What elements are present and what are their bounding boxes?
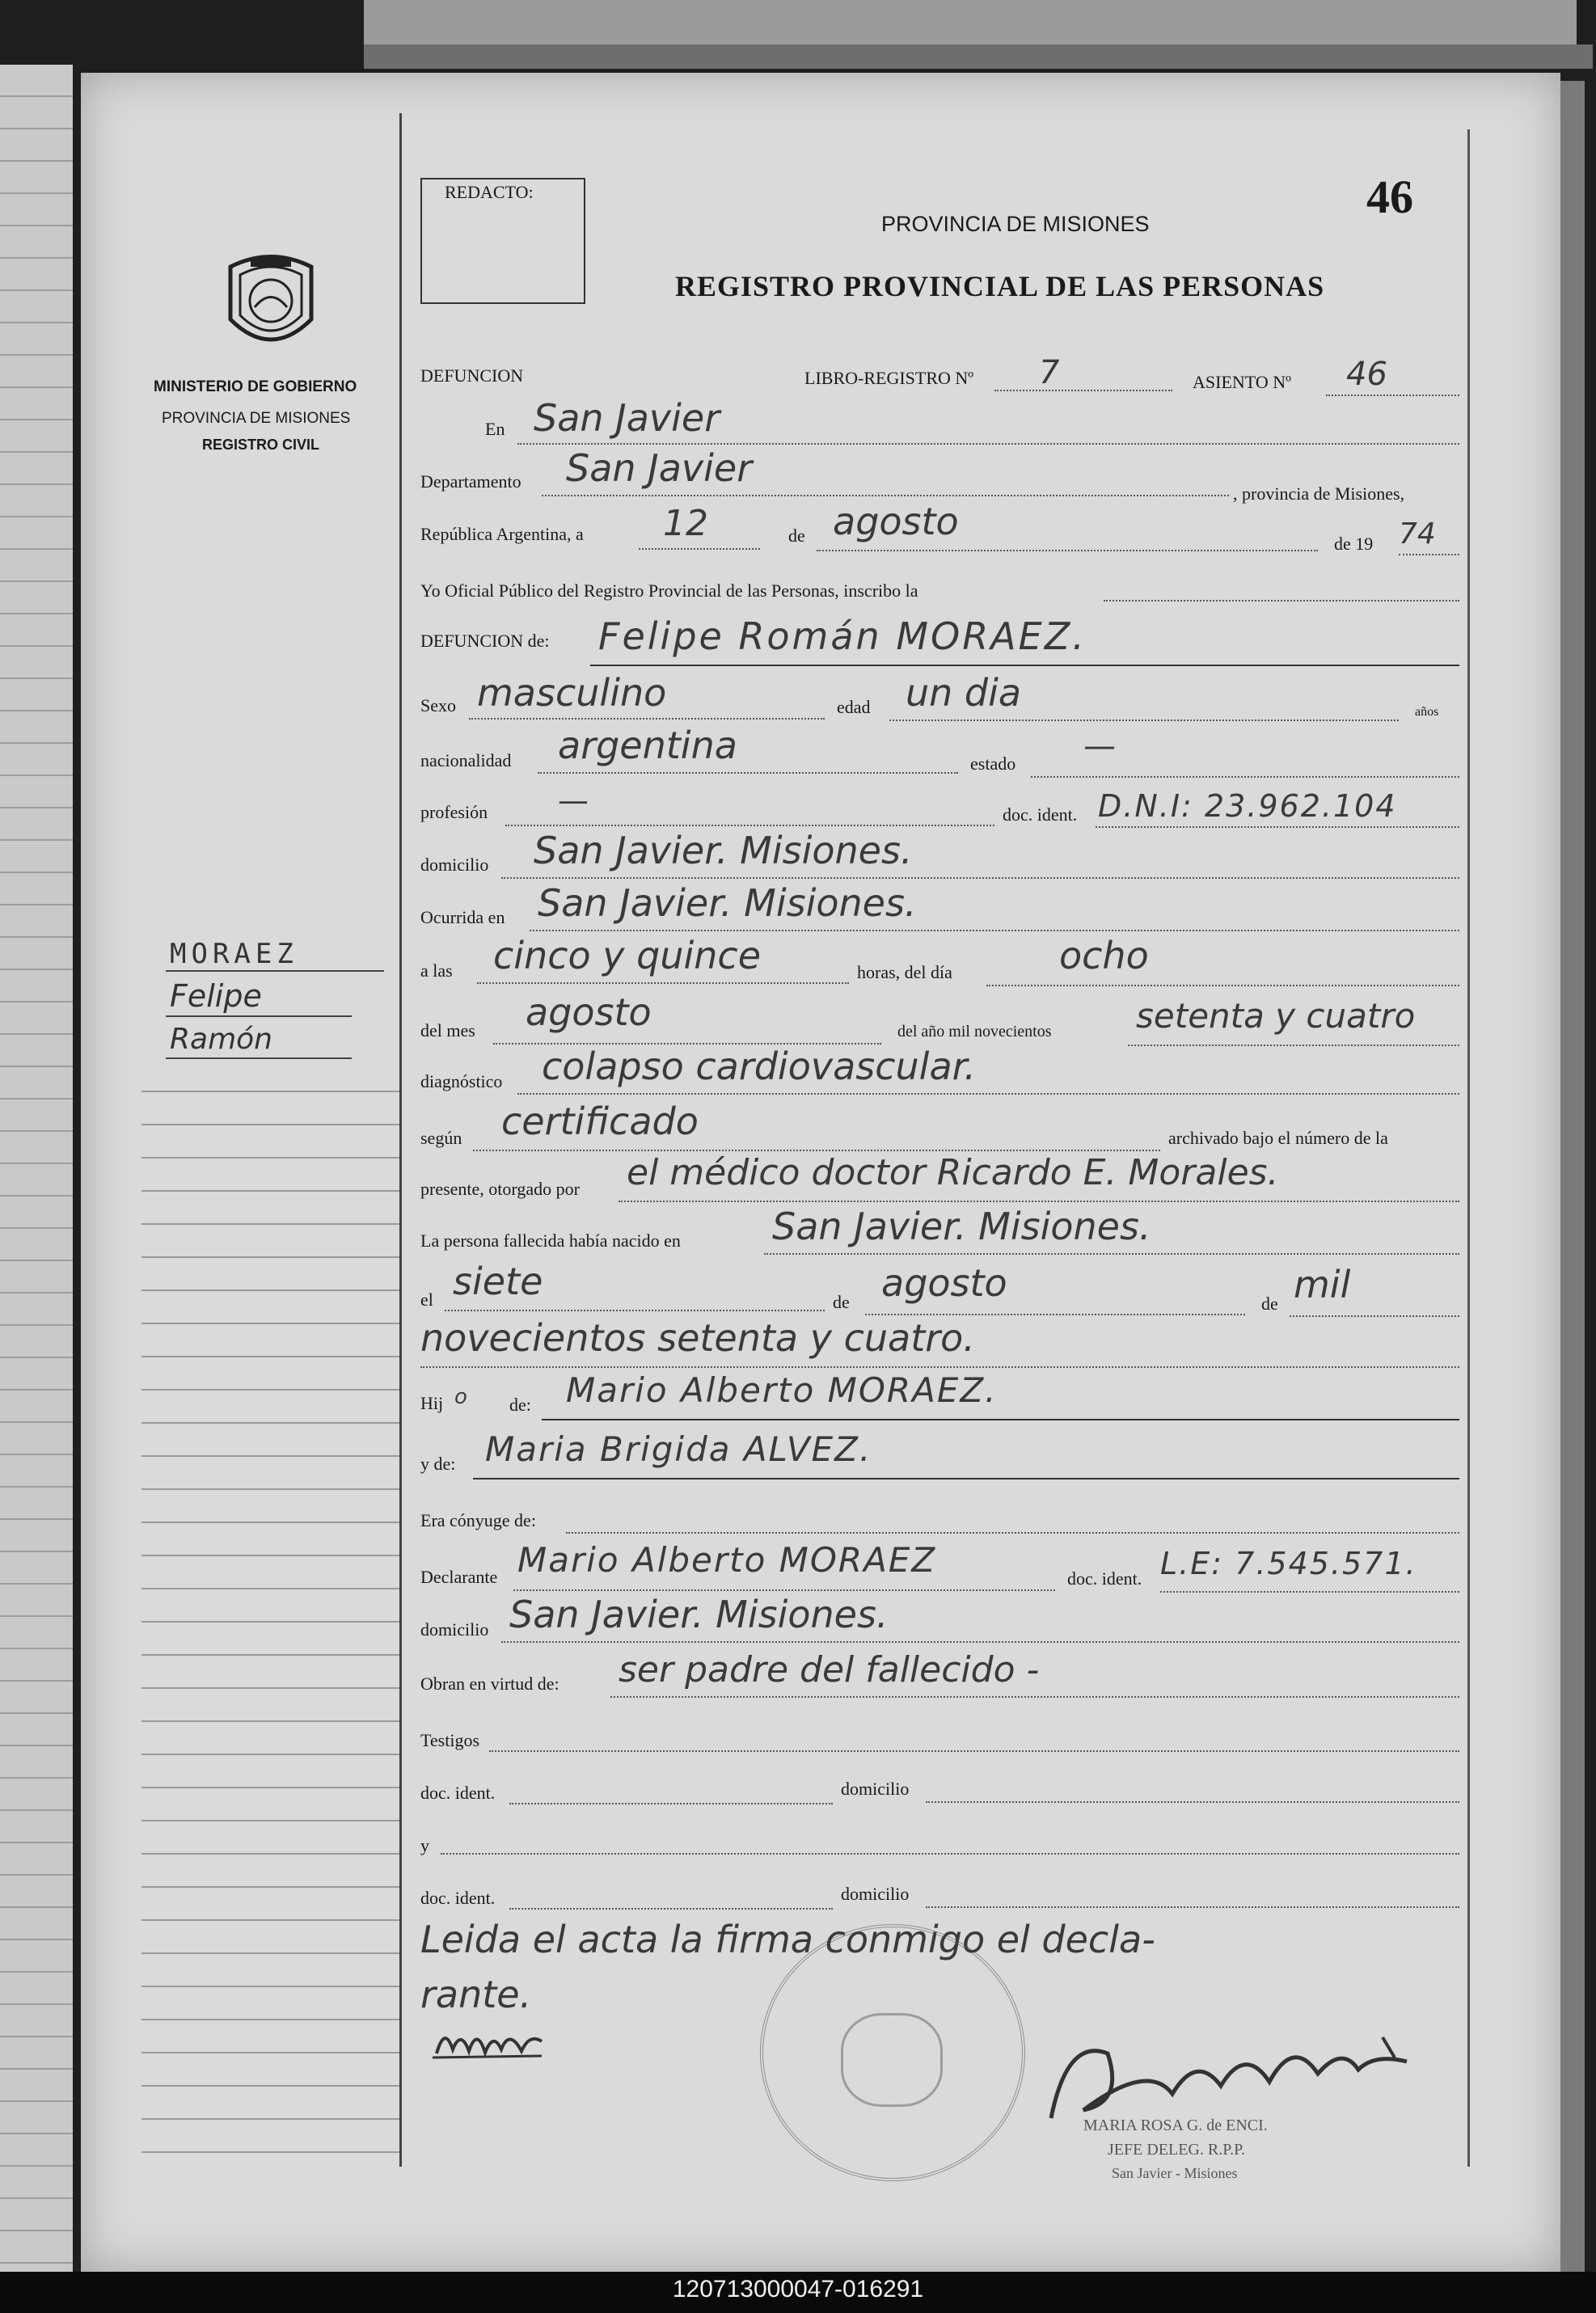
de-label: de xyxy=(788,525,805,546)
del-mes-label: del mes xyxy=(420,1020,475,1040)
domicilio-line xyxy=(501,877,1459,879)
mes-line xyxy=(817,550,1318,551)
horas-dia-label: horas, del día xyxy=(857,962,952,982)
diagnostico-line xyxy=(517,1093,1459,1095)
segun-line xyxy=(473,1150,1160,1151)
nacido-value: San Javier. Misiones. xyxy=(772,1205,1151,1248)
del-mes-value: agosto xyxy=(526,990,652,1034)
asiento-label: ASIENTO Nº xyxy=(1193,372,1291,392)
margin-second-name: Ramón xyxy=(170,1023,272,1056)
asiento-line xyxy=(1326,395,1459,396)
y-label: y xyxy=(420,1835,429,1855)
declarante-domicilio-line xyxy=(501,1641,1459,1643)
departamento-line xyxy=(542,495,1229,496)
nacido-line xyxy=(764,1253,1459,1255)
domicilio-label: domicilio xyxy=(420,855,489,875)
testigo1-doc-line xyxy=(509,1803,833,1804)
testigo1-domicilio-line xyxy=(926,1801,1459,1803)
signature-title: JEFE DELEG. R.P.P. xyxy=(1108,2141,1246,2159)
closing-line-2: rante. xyxy=(420,1973,532,2016)
departamento-label: Departamento xyxy=(420,471,521,492)
declarante-line xyxy=(513,1589,1055,1591)
defuncion-de-line xyxy=(590,665,1459,666)
horas-dia-line xyxy=(986,985,1459,986)
edad-label: edad xyxy=(837,697,871,717)
ministry-line-3: REGISTRO CIVIL xyxy=(202,437,320,453)
a-las-value: cinco y quince xyxy=(493,934,762,977)
otorgado-value: el médico doctor Ricardo E. Morales. xyxy=(627,1152,1279,1193)
margin-underline xyxy=(166,1057,352,1059)
signature-name: MARIA ROSA G. de ENCI. xyxy=(1083,2117,1268,2134)
ocurrida-line xyxy=(530,930,1459,931)
ano-value: 74 xyxy=(1399,517,1436,551)
doc-ident-value: D.N.I: 23.962.104 xyxy=(1098,788,1397,824)
archivado-label: archivado bajo el número de la xyxy=(1168,1128,1388,1148)
ocurrida-label: Ocurrida en xyxy=(420,907,505,927)
defuncion-de-label: DEFUNCION de: xyxy=(420,631,550,651)
testigos-label: Testigos xyxy=(420,1730,480,1750)
edad-line xyxy=(889,720,1399,721)
sexo-value: masculino xyxy=(477,671,667,715)
testigo1-doc-label: doc. ident. xyxy=(420,1783,496,1803)
testigo2-doc-label: doc. ident. xyxy=(420,1888,496,1908)
libro-registro-label: LIBRO-REGISTRO Nº xyxy=(804,368,974,388)
a-las-label: a las xyxy=(420,960,453,981)
en-label: En xyxy=(485,419,505,439)
en-value: San Javier xyxy=(534,396,720,440)
margin-underline xyxy=(166,970,384,972)
nac-ano-line xyxy=(1290,1315,1459,1317)
obran-line xyxy=(610,1696,1459,1698)
testigos-line xyxy=(489,1750,1459,1752)
domicilio-value: San Javier. Misiones. xyxy=(534,829,913,872)
estado-line xyxy=(1031,776,1459,778)
ministry-line-1: MINISTERIO DE GOBIERNO xyxy=(154,378,357,395)
segun-value: certificado xyxy=(501,1100,699,1143)
diagnostico-value: colapso cardiovascular. xyxy=(542,1045,976,1088)
obran-label: Obran en virtud de: xyxy=(420,1674,559,1694)
obran-value: ser padre del fallecido - xyxy=(619,1649,1040,1690)
nac-ano-line-2 xyxy=(420,1366,1459,1368)
ocurrida-value: San Javier. Misiones. xyxy=(538,881,917,925)
province-seal-icon xyxy=(214,243,327,364)
dia-line xyxy=(639,548,760,550)
presente-label: presente, otorgado por xyxy=(420,1179,580,1199)
madre-line xyxy=(473,1478,1459,1479)
el-label: el xyxy=(420,1289,433,1310)
del-ano-line xyxy=(1128,1045,1459,1046)
nac-de2-label: de xyxy=(1261,1294,1278,1314)
margin-divider xyxy=(399,113,402,2167)
nac-ano-value-2: novecientos setenta y cuatro. xyxy=(420,1316,975,1360)
asiento-number: 46 xyxy=(1346,356,1387,393)
segun-label: según xyxy=(420,1128,462,1148)
declarante-domicilio-value: San Javier. Misiones. xyxy=(509,1593,889,1636)
short-signature xyxy=(429,2017,550,2066)
left-page-lines xyxy=(0,65,73,2272)
mes-value: agosto xyxy=(833,500,959,543)
margin-underline xyxy=(166,1015,352,1017)
padre-value: Mario Alberto MORAEZ. xyxy=(566,1370,998,1410)
profesion-value: — xyxy=(558,783,589,818)
testigo2-doc-line xyxy=(509,1908,833,1910)
declarante-doc-value: L.E: 7.545.571. xyxy=(1160,1546,1417,1581)
image-id: 120713000047-016291 xyxy=(672,2276,924,2302)
presente-line xyxy=(619,1201,1459,1202)
libro-line xyxy=(994,390,1172,391)
declarante-label: Declarante xyxy=(420,1567,498,1587)
estado-value: — xyxy=(1083,728,1116,765)
nac-mes-value: agosto xyxy=(881,1261,1007,1305)
doc-ident-label: doc. ident. xyxy=(1003,804,1078,825)
testigo2-domicilio-label: domicilio xyxy=(841,1884,910,1904)
y-line xyxy=(441,1853,1459,1855)
del-ano-label: del año mil novecientos xyxy=(897,1023,1052,1040)
dia-value: 12 xyxy=(663,503,708,544)
margin-ruled-lines xyxy=(141,1059,400,2159)
nac-dia-line xyxy=(445,1310,825,1311)
a-las-line xyxy=(477,982,849,984)
ano-line xyxy=(1399,554,1459,555)
margin-first-name: Felipe xyxy=(170,978,262,1014)
departamento-value: San Javier xyxy=(566,446,753,490)
yo-oficial-line xyxy=(1104,600,1459,601)
profesion-line xyxy=(505,825,994,826)
closing-line-1: Leida el acta la firma conmigo el decla- xyxy=(420,1918,1155,1961)
page-number: 46 xyxy=(1366,171,1413,223)
horas-dia-value: ocho xyxy=(1059,934,1149,977)
sexo-label: Sexo xyxy=(420,695,456,715)
nacionalidad-value: argentina xyxy=(558,724,737,767)
yo-oficial-label: Yo Oficial Público del Registro Provincial de las Personas, inscribo la xyxy=(420,580,918,601)
book-top-edge xyxy=(364,44,1593,69)
hijo-prefix-label: Hij xyxy=(420,1393,444,1413)
conyuge-line xyxy=(566,1532,1459,1534)
nac-dia-value: siete xyxy=(453,1260,543,1303)
republica-label: República Argentina, a xyxy=(420,524,584,544)
madre-value: Maria Brigida ALVEZ. xyxy=(485,1429,872,1469)
libro-number: 7 xyxy=(1039,354,1060,391)
edad-value: un dia xyxy=(906,671,1022,715)
nac-ano-value-1: mil xyxy=(1294,1263,1351,1306)
deceased-name: Felipe Román MORAEZ. xyxy=(598,614,1087,658)
margin-surname: MORAEZ xyxy=(170,938,298,970)
nac-de-label: de xyxy=(833,1292,850,1312)
redacto-label: REDACTO: xyxy=(445,182,534,202)
hijo-de-label: de: xyxy=(509,1395,531,1415)
right-margin-divider xyxy=(1467,129,1470,2167)
nacionalidad-label: nacionalidad xyxy=(420,750,512,770)
defuncion-label: DEFUNCION xyxy=(420,365,524,386)
diagnostico-label: diagnóstico xyxy=(420,1071,503,1091)
declarante-value: Mario Alberto MORAEZ xyxy=(517,1540,937,1580)
profesion-label: profesión xyxy=(420,802,488,822)
del-ano-value: setenta y cuatro xyxy=(1136,996,1416,1036)
declarante-doc-label: doc. ident. xyxy=(1067,1568,1142,1589)
nac-mes-line xyxy=(865,1314,1245,1315)
doc-ident-line xyxy=(1096,826,1459,828)
padre-line xyxy=(542,1419,1459,1420)
y-de-label: y de: xyxy=(420,1454,456,1474)
en-line xyxy=(517,443,1459,445)
de-19-label: de 19 xyxy=(1334,534,1374,554)
nacido-label: La persona fallecida había nacido en xyxy=(420,1230,681,1251)
registry-title: REGISTRO PROVINCIAL DE LAS PERSONAS xyxy=(675,270,1325,302)
declarante-doc-line xyxy=(1160,1591,1459,1593)
province-title: PROVINCIA DE MISIONES xyxy=(881,212,1150,236)
hijo-suffix-value: o xyxy=(454,1385,467,1409)
testigo1-domicilio-label: domicilio xyxy=(841,1779,910,1799)
testigo2-domicilio-line xyxy=(926,1906,1459,1908)
ministry-line-2: PROVINCIA DE MISIONES xyxy=(162,410,351,427)
anos-label: años xyxy=(1415,705,1439,719)
sexo-line xyxy=(469,718,825,720)
official-stamp-emblem xyxy=(841,2013,943,2107)
estado-label: estado xyxy=(970,753,1016,774)
signature-location: San Javier - Misiones xyxy=(1112,2165,1238,2181)
nacionalidad-line xyxy=(538,772,958,774)
provincia-label: , provincia de Misiones, xyxy=(1233,483,1405,504)
conyuge-label: Era cónyuge de: xyxy=(420,1510,536,1530)
declarante-domicilio-label: domicilio xyxy=(420,1619,489,1640)
